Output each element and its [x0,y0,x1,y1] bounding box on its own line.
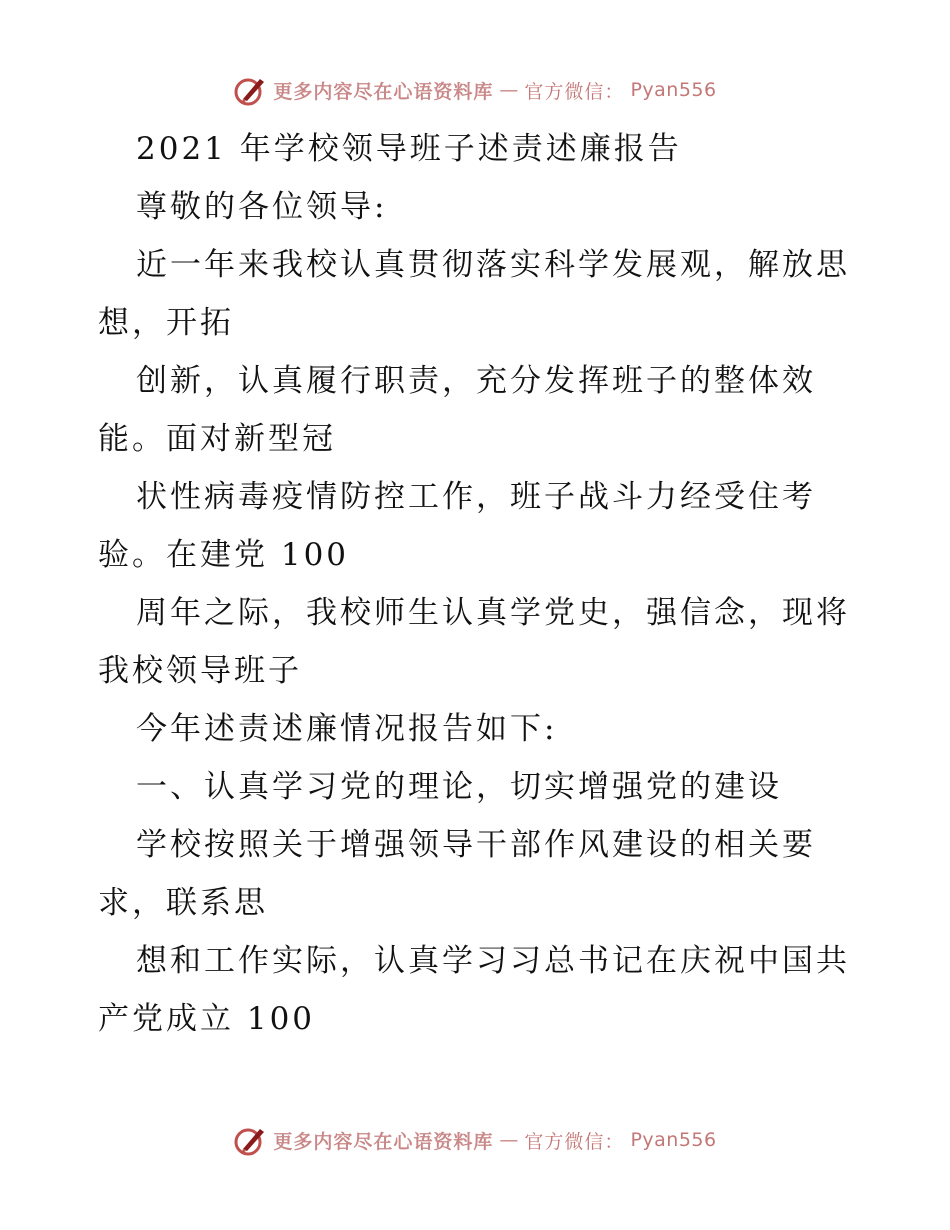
paragraph-line: 验。在建党 100 [98,537,350,573]
footer-watermark [0,1120,950,1160]
document-title: 2021 年学校领导班子述责述廉报告 [136,131,682,167]
watermark-main-text: 更多内容尽在心语资料库 [273,80,494,103]
paragraph-line: 近一年来我校认真贯彻落实科学发展观，解放思 [136,247,850,283]
paragraph-line: 周年之际，我校师生认真学党史，强信念，现将 [136,595,850,631]
watermark-wechat-id: Pyan556 [630,1129,717,1151]
paragraph-line: 想和工作实际，认真学习习总书记在庆祝中国共 [136,943,850,979]
paragraph-line: 今年述责述廉情况报告如下: [136,711,558,747]
pen-nib-logo-icon [233,73,267,107]
header-watermark [0,70,950,110]
watermark-separator: — [499,1129,519,1151]
pen-nib-logo-icon [233,1123,267,1157]
watermark-label: 官方微信： [524,80,625,103]
salutation: 尊敬的各位领导: [136,189,388,225]
paragraph-line: 求，联系思 [98,885,268,921]
paragraph-line: 想，开拓 [98,305,234,341]
section-heading: 一、认真学习党的理论，切实增强党的建设 [136,769,782,805]
paragraph-line: 产党成立 100 [98,1001,316,1037]
watermark-main-text: 更多内容尽在心语资料库 [273,1130,494,1153]
watermark-separator: — [499,79,519,101]
document-body [98,120,888,1048]
paragraph-line: 创新，认真履行职责，充分发挥班子的整体效 [136,363,816,399]
paragraph-line: 我校领导班子 [98,653,302,689]
watermark-wechat-id: Pyan556 [630,79,717,101]
paragraph-line: 状性病毒疫情防控工作，班子战斗力经受住考 [136,479,816,515]
watermark-label: 官方微信： [524,1130,625,1153]
paragraph-line: 能。面对新型冠 [98,421,336,457]
paragraph-line: 学校按照关于增强领导干部作风建设的相关要 [136,827,816,863]
